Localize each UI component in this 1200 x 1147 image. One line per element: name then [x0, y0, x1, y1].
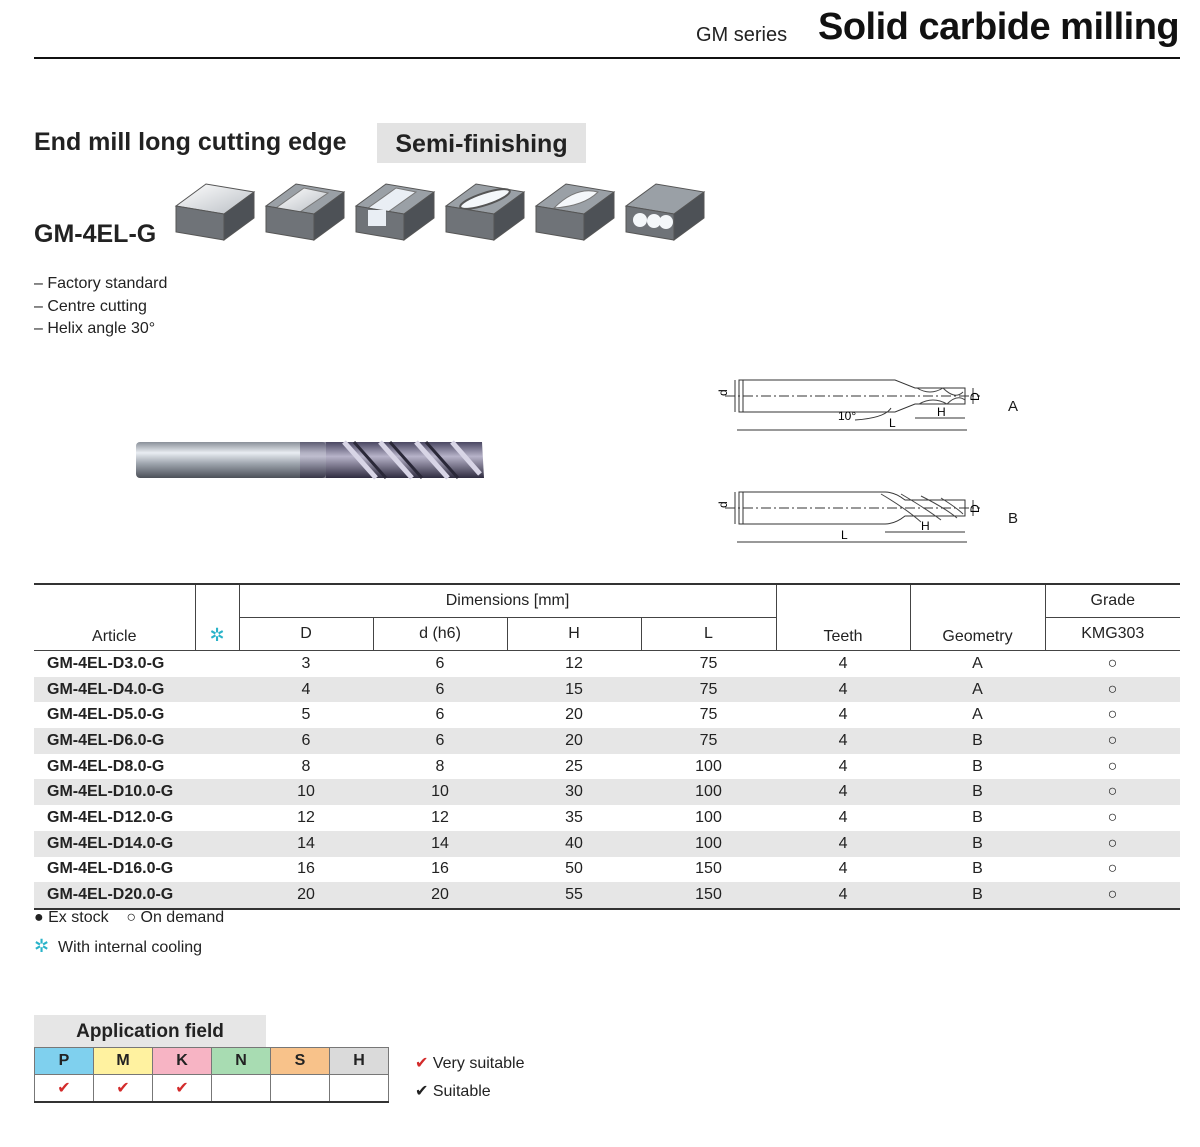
article-cell: GM-4EL-D16.0-G	[47, 860, 174, 878]
d-cell: 6	[373, 677, 507, 703]
d-cell: 6	[435, 706, 445, 724]
section-title: End mill long cutting edge	[34, 128, 347, 156]
slot-milling-block-icon	[356, 184, 434, 240]
geometry-cell: A	[972, 706, 983, 724]
geometry-a-label: A	[1008, 398, 1019, 415]
table-row	[34, 805, 1180, 831]
stock-cell: ○	[1045, 779, 1180, 805]
D-cell: 8	[301, 757, 311, 775]
H-header: H	[507, 618, 641, 651]
geometry-cell: B	[910, 779, 1045, 805]
L-cell: 75	[699, 654, 718, 672]
snowflake-icon: ✲	[209, 625, 225, 645]
stock-cell: ○	[1107, 808, 1118, 826]
L-cell: 100	[695, 757, 722, 775]
cooling-cell	[195, 677, 239, 703]
very-suitable-check-icon: ✔	[415, 1055, 429, 1072]
d-cell: 14	[373, 831, 507, 857]
cooling-label: With internal cooling	[57, 939, 203, 956]
suitable-check-icon: ✔	[415, 1083, 429, 1100]
geometry-cell: A	[972, 654, 983, 672]
article-cell: GM-4EL-D4.0-G	[34, 677, 195, 703]
H-cell: 20	[507, 728, 641, 754]
cooling-cell	[195, 857, 239, 883]
article-cell: GM-4EL-D10.0-G	[34, 779, 195, 805]
dimensions-header: Dimensions [mm]	[239, 584, 776, 618]
internal-cooling-header	[195, 584, 239, 651]
stock-cell: ○	[1107, 706, 1118, 724]
on-demand-symbol: ○	[126, 909, 137, 926]
teeth-cell: 4	[776, 831, 910, 857]
drilling-block-icon	[626, 184, 704, 240]
cooling-cell	[195, 805, 239, 831]
material-group-h: H	[330, 1048, 389, 1075]
teeth-cell: 4	[838, 808, 848, 826]
feature-item: – Centre cutting	[34, 297, 147, 315]
D-cell: 10	[239, 779, 373, 805]
H-cell: 50	[565, 860, 583, 878]
d-cell: 20	[373, 882, 507, 909]
suitable-label: Suitable	[432, 1083, 491, 1100]
article-header: Article	[34, 584, 195, 651]
stock-cell: ○	[1045, 677, 1180, 703]
teeth-cell: 4	[838, 860, 848, 878]
teeth-cell: 4	[838, 706, 848, 724]
L-cell: 100	[641, 831, 776, 857]
application-field-title: Application field	[34, 1015, 266, 1047]
L-cell: 100	[695, 808, 722, 826]
table-row	[34, 831, 1180, 857]
article-cell: GM-4EL-D5.0-G	[47, 706, 165, 724]
face-milling-block-icon	[176, 184, 254, 240]
series-label: GM series	[696, 24, 788, 46]
geometry-cell: B	[910, 831, 1045, 857]
article-cell: GM-4EL-D12.0-G	[47, 808, 174, 826]
geometry-header: Geometry	[910, 584, 1045, 651]
material-group-k: K	[153, 1048, 212, 1075]
material-group-p: P	[35, 1048, 94, 1075]
teeth-cell: 4	[838, 757, 848, 775]
cutting-length-label: H	[921, 519, 930, 533]
plunge-pocket-block-icon	[536, 184, 614, 240]
suitability-mark-s	[271, 1075, 330, 1103]
model-name: GM-4EL-G	[34, 220, 157, 248]
suitability-mark-m: ✔	[94, 1075, 153, 1103]
feature-item: – Factory standard	[34, 275, 168, 292]
cooling-cell	[195, 728, 239, 754]
cooling-cell	[195, 651, 239, 677]
teeth-cell: 4	[838, 654, 848, 672]
table-row	[34, 882, 1180, 909]
page-title: Solid carbide milling	[818, 6, 1180, 48]
stock-legend	[34, 909, 224, 927]
H-cell: 20	[565, 706, 583, 724]
H-cell: 30	[507, 779, 641, 805]
ex-stock-symbol: ●	[34, 909, 44, 926]
cooling-legend	[34, 936, 202, 957]
cut-diameter-label: D	[968, 392, 982, 401]
suitability-legend	[415, 1050, 524, 1106]
table-row	[34, 651, 1180, 677]
suitability-mark-h	[330, 1075, 389, 1103]
teeth-cell: 4	[776, 677, 910, 703]
D-cell: 14	[239, 831, 373, 857]
L-cell: 150	[695, 860, 722, 878]
geometry-cell: B	[910, 882, 1045, 909]
feature-item: – Helix angle 30°	[34, 320, 156, 337]
table-row	[34, 779, 1180, 805]
pocket-milling-block-icon	[446, 184, 524, 240]
machining-operations-illustrations	[172, 180, 712, 244]
snowflake-icon: ✲	[34, 936, 50, 956]
ex-stock-label: Ex stock	[48, 909, 109, 926]
stock-cell: ○	[1045, 831, 1180, 857]
material-group-n: N	[212, 1048, 271, 1075]
H-cell: 15	[507, 677, 641, 703]
very-suitable-label: Very suitable	[432, 1055, 525, 1072]
end-mill-photo	[130, 430, 490, 490]
cutting-length-label: H	[937, 405, 946, 419]
stock-cell: ○	[1107, 860, 1118, 878]
article-cell: GM-4EL-D3.0-G	[47, 654, 165, 672]
teeth-cell: 4	[776, 779, 910, 805]
cooling-cell	[195, 831, 239, 857]
stock-cell: ○	[1045, 728, 1180, 754]
L-cell: 150	[641, 882, 776, 909]
cooling-cell	[195, 754, 239, 780]
cooling-cell	[195, 779, 239, 805]
d-cell: 16	[431, 860, 449, 878]
teeth-cell: 4	[776, 728, 910, 754]
feature-list	[34, 273, 167, 341]
table-row	[34, 702, 1180, 728]
H-cell: 40	[507, 831, 641, 857]
semi-finishing-badge: Semi-finishing	[377, 123, 586, 163]
D-cell: 6	[239, 728, 373, 754]
header-rule	[34, 57, 1180, 59]
d-cell: 10	[373, 779, 507, 805]
suitability-mark-p: ✔	[35, 1075, 94, 1103]
total-length-label: L	[841, 528, 848, 542]
suitability-mark-k: ✔	[153, 1075, 212, 1103]
D-header: D	[239, 618, 373, 651]
article-table	[34, 583, 1180, 910]
H-cell: 12	[565, 654, 583, 672]
table-row	[34, 754, 1180, 780]
geometry-cell: B	[972, 808, 983, 826]
d-cell: 6	[435, 654, 445, 672]
geometry-cell: B	[972, 860, 983, 878]
cooling-cell	[195, 702, 239, 728]
article-cell: GM-4EL-D6.0-G	[34, 728, 195, 754]
material-group-s: S	[271, 1048, 330, 1075]
shoulder-milling-block-icon	[266, 184, 344, 240]
L-cell: 100	[641, 779, 776, 805]
d-cell: 6	[373, 728, 507, 754]
on-demand-label: On demand	[140, 909, 225, 926]
D-cell: 12	[297, 808, 315, 826]
geometry-b-label: B	[1008, 510, 1019, 527]
shank-diameter-label: d	[716, 501, 730, 508]
teeth-cell: 4	[776, 882, 910, 909]
geometry-cell: A	[910, 677, 1045, 703]
H-cell: 35	[565, 808, 583, 826]
total-length-label: L	[889, 416, 896, 430]
grade-header: Grade	[1045, 584, 1180, 618]
table-row	[34, 677, 1180, 703]
L-cell: 75	[641, 677, 776, 703]
teeth-header: Teeth	[776, 584, 910, 651]
D-cell: 5	[301, 706, 311, 724]
cooling-cell	[195, 882, 239, 909]
article-cell: GM-4EL-D20.0-G	[34, 882, 195, 909]
H-cell: 55	[507, 882, 641, 909]
angle-label: 10°	[838, 409, 857, 423]
L-cell: 75	[699, 706, 718, 724]
L-cell: 75	[641, 728, 776, 754]
d-h6-header: d (h6)	[373, 618, 507, 651]
d-cell: 8	[435, 757, 445, 775]
D-cell: 16	[297, 860, 315, 878]
stock-cell: ○	[1107, 654, 1118, 672]
stock-cell: ○	[1107, 757, 1118, 775]
stock-cell: ○	[1045, 882, 1180, 909]
geometry-b-drawing	[705, 482, 995, 548]
geometry-a-drawing	[705, 370, 995, 436]
geometry-cell: B	[910, 728, 1045, 754]
d-cell: 12	[431, 808, 449, 826]
table-row	[34, 728, 1180, 754]
D-cell: 20	[239, 882, 373, 909]
table-row	[34, 857, 1180, 883]
geometry-cell: B	[972, 757, 983, 775]
H-cell: 25	[565, 757, 583, 775]
article-cell: GM-4EL-D14.0-G	[34, 831, 195, 857]
D-cell: 4	[239, 677, 373, 703]
suitability-mark-n	[212, 1075, 271, 1103]
D-cell: 3	[301, 654, 311, 672]
shank-diameter-label: d	[716, 389, 730, 396]
grade-name-header: KMG303	[1045, 618, 1180, 651]
application-field-table	[34, 1047, 389, 1103]
material-group-m: M	[94, 1048, 153, 1075]
cut-diameter-label: D	[968, 504, 982, 513]
article-cell: GM-4EL-D8.0-G	[47, 757, 165, 775]
L-header: L	[641, 618, 776, 651]
